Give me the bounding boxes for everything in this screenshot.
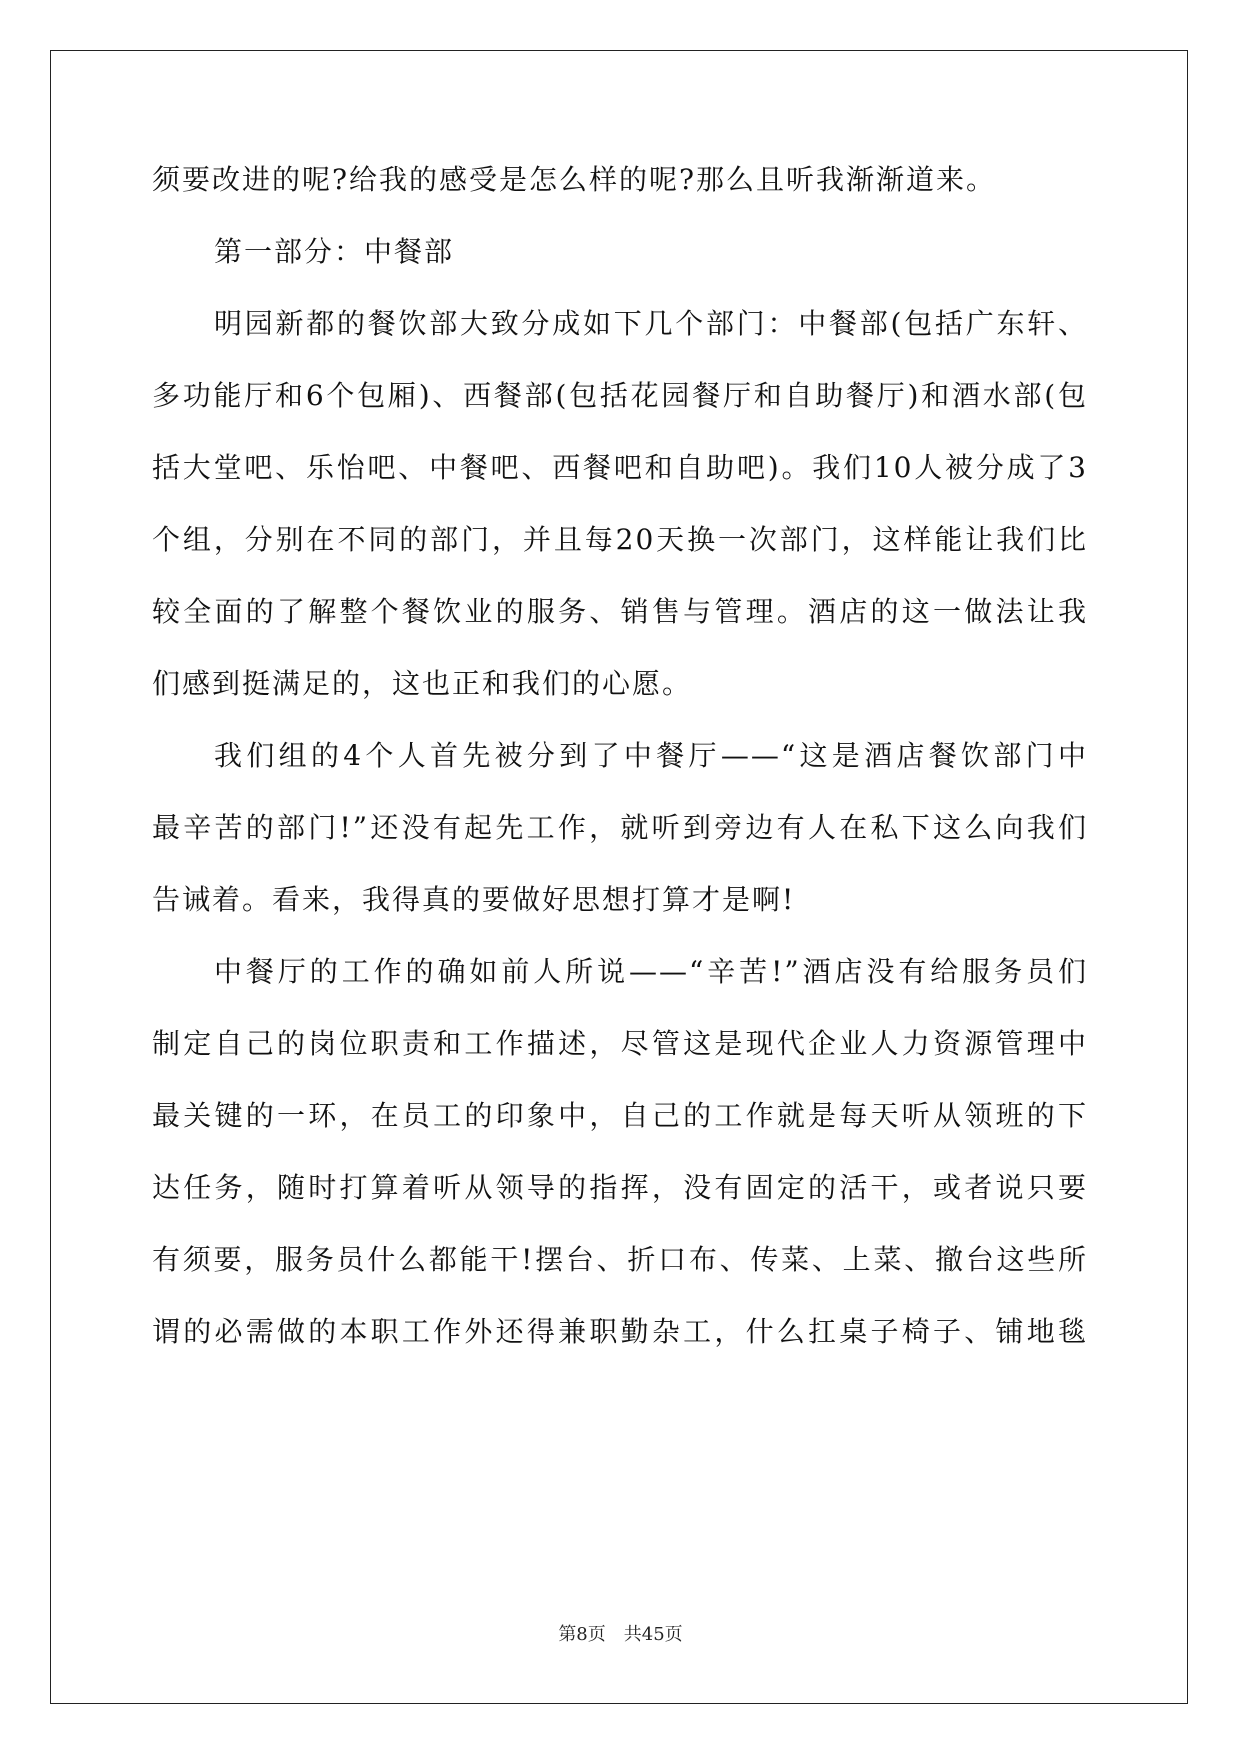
text-line: 谓的必需做的本职工作外还得兼职勤杂工，什么扛桌子椅子、铺地毯 xyxy=(152,1315,1088,1348)
text-line: 最关键的一环，在员工的印象中，自己的工作就是每天听从领班的下 xyxy=(152,1099,1088,1132)
text-line: 个组，分别在不同的部门，并且每20天换一次部门，这样能让我们比 xyxy=(152,523,1088,556)
page-border xyxy=(50,50,1188,1704)
section-heading: 第一部分：中餐部 xyxy=(214,235,455,268)
text-line: 多功能厅和6个包厢)、西餐部(包括花园餐厅和自助餐厅)和酒水部(包 xyxy=(152,379,1088,412)
text-line: 最辛苦的部门!”还没有起先工作，就听到旁边有人在私下这么向我们 xyxy=(152,811,1088,844)
text-line: 有须要，服务员什么都能干!摆台、折口布、传菜、上菜、撤台这些所 xyxy=(152,1243,1088,1276)
text-line: 我们组的4个人首先被分到了中餐厅——“这是酒店餐饮部门中 xyxy=(214,739,1088,772)
text-line: 达任务，随时打算着听从领导的指挥，没有固定的活干，或者说只要 xyxy=(152,1171,1088,1204)
text-line: 较全面的了解整个餐饮业的服务、销售与管理。酒店的这一做法让我 xyxy=(152,595,1088,628)
text-line: 括大堂吧、乐怡吧、中餐吧、西餐吧和自助吧)。我们10人被分成了3 xyxy=(152,451,1088,484)
text-line: 明园新都的餐饮部大致分成如下几个部门：中餐部(包括广东轩、 xyxy=(214,307,1088,340)
page-number-footer: 第8页 共45页 xyxy=(558,1624,683,1645)
text-line: 制定自己的岗位职责和工作描述，尽管这是现代企业人力资源管理中 xyxy=(152,1027,1088,1060)
text-line: 须要改进的呢?给我的感受是怎么样的呢?那么且听我渐渐道来。 xyxy=(152,163,997,196)
text-line: 告诫着。看来，我得真的要做好思想打算才是啊! xyxy=(152,883,796,916)
text-line: 们感到挺满足的，这也正和我们的心愿。 xyxy=(152,667,693,700)
text-line: 中餐厅的工作的确如前人所说——“辛苦!”酒店没有给服务员们 xyxy=(214,955,1088,988)
